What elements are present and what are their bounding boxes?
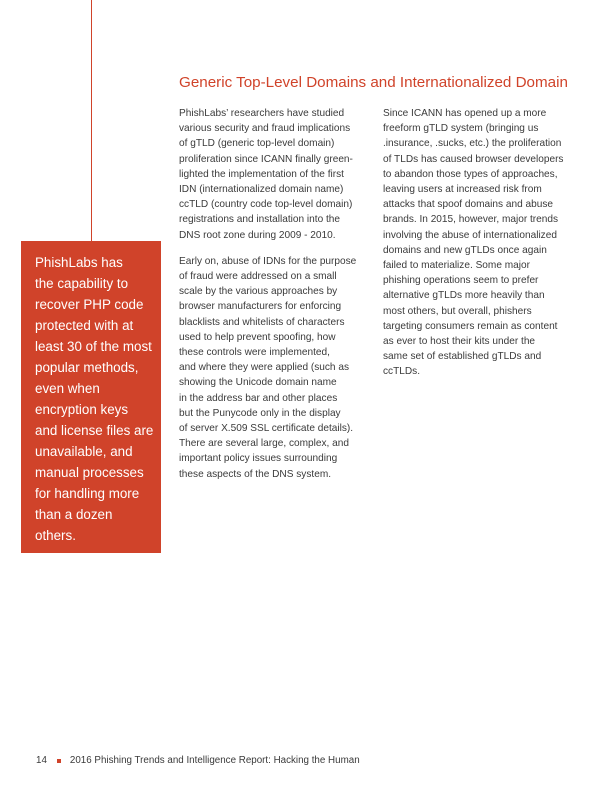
- paragraph-icann-gtld-system: Since ICANN has opened up a more freeform gTLD system (bringing us .insurance, .sucks, etc.) the proliferation of TLDs has caused browser developers to abandon those types of approaches, leaving users at increased risk from attacks that spoof domains and abuse brands. In 2015, however, major trends involving the abuse of internationalized domains and new gTLDs once again failed to materialize. Some major phishing operations seem to prefer alternative gTLDs more heavily than most others, but overall, phishers targeting consumers remain as content as ever to host their kits under the same set of established gTLDs and ccTLDs.: [383, 108, 564, 378]
- callout-text: PhishLabs has the capability to recover PHP code protected with at least 30 of the most popular methods, even when encryption keys and license files are unavailable, and manual processes for handling more than a dozen others.: [35, 255, 154, 543]
- paragraph-idn-abuse: Early on, abuse of IDNs for the purpose of fraud were addressed on a small scale by the various approaches by browser manufacturers for enforcing blacklists and whitelists of characters used to help prevent spoofing, how these controls were implemented, and where they were applied (such as showing the Unicode domain name in the address bar and other places but the Punycode only in the display of server X.509 SSL certificate details). There are several large, complex, and important policy issues surrounding these aspects of the DNS system.: [179, 255, 357, 480]
- callout-box: [21, 241, 161, 553]
- body-column-left: [179, 106, 364, 493]
- section-heading: Generic Top-Level Domains and Internationalized Domain: [179, 74, 568, 91]
- paragraph-gtld-research: PhishLabs’ researchers have studied various security and fraud implications of gTLD (generic top-level domain) proliferation since ICANN finally green- lighted the implementation of the first IDN (internationalized domain name) ccTLD (country code top-level domain) registrations and installation into the DNS root zone during 2009 - 2010.: [179, 108, 353, 241]
- page-number: 14: [36, 755, 47, 766]
- page-footer: [36, 755, 360, 766]
- decorative-vertical-line: [91, 0, 92, 243]
- footer-bullet-icon: [57, 759, 61, 763]
- report-title: 2016 Phishing Trends and Intelligence Report: Hacking the Human: [69, 755, 360, 766]
- body-column-right: [383, 106, 573, 391]
